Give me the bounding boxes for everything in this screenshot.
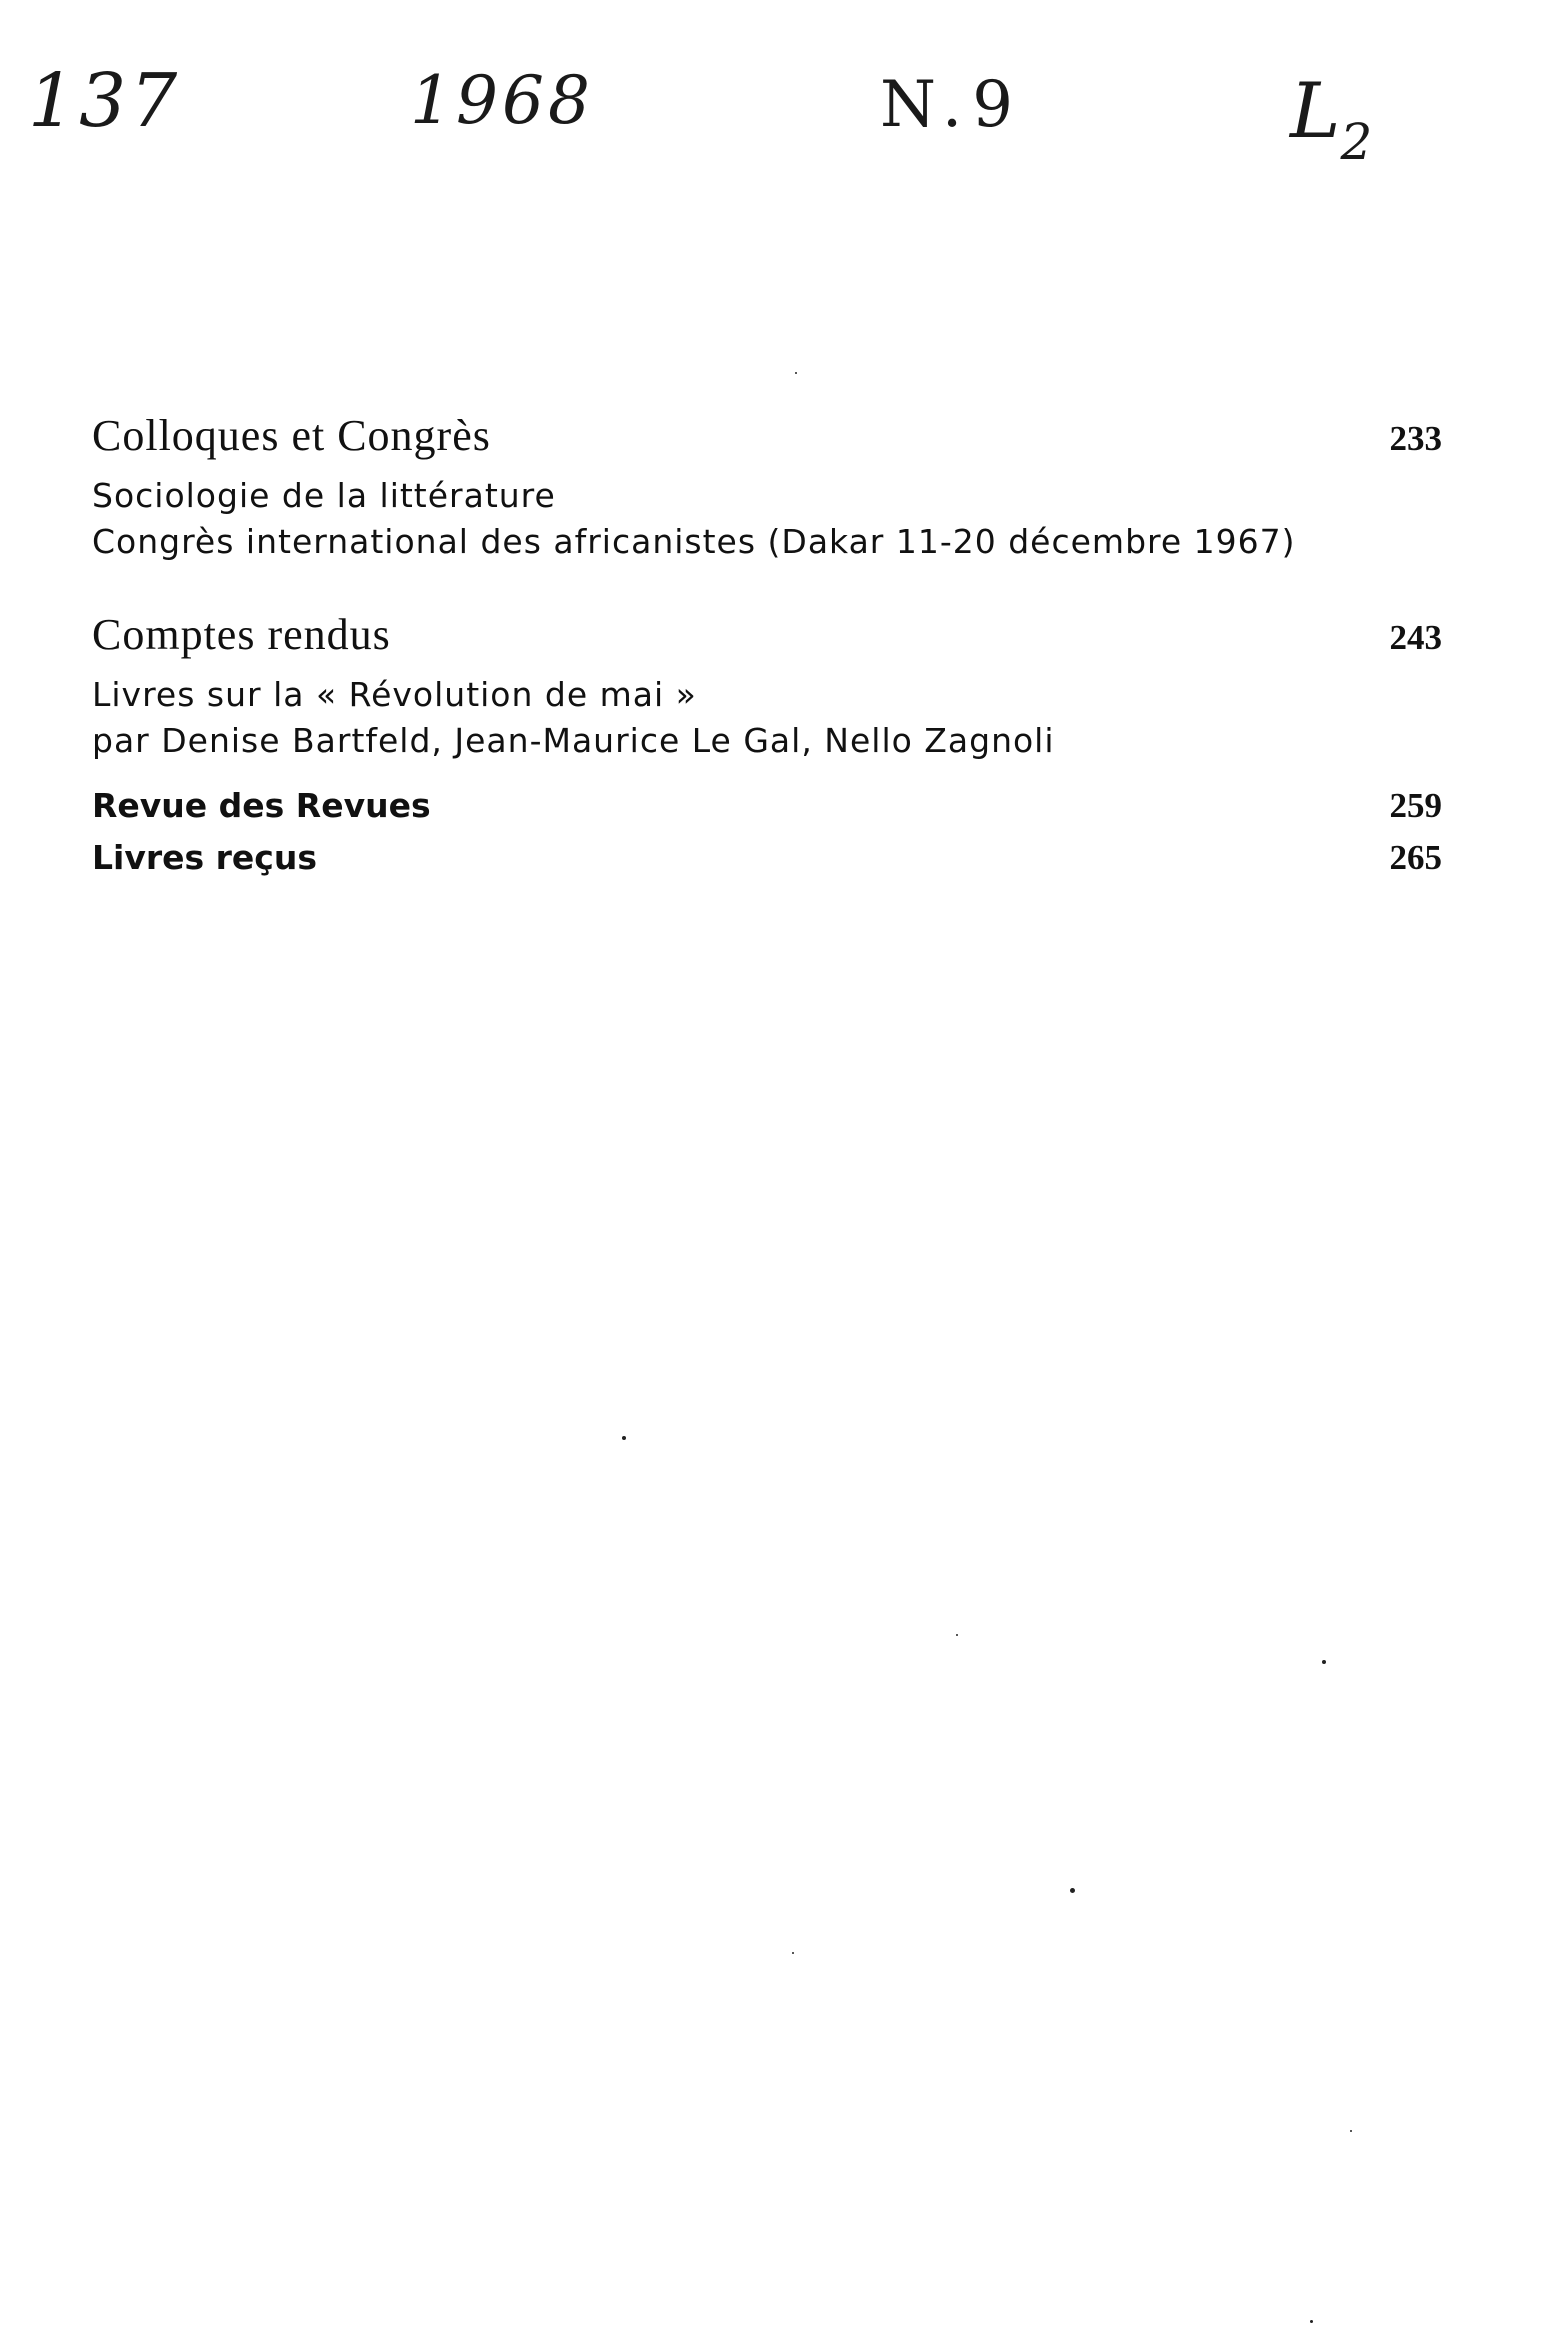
scan-speck	[1350, 2130, 1352, 2132]
scan-speck	[1310, 2320, 1313, 2323]
handwritten-issue: N.9	[880, 68, 1023, 142]
description-line: par Denise Bartfeld, Jean-Maurice Le Gal, Nello Zagnoli	[92, 721, 1055, 760]
scan-speck	[622, 1436, 626, 1440]
entry-page-number: 265	[1389, 838, 1442, 877]
description-line: Congrès international des africanistes (Dakar 11-20 décembre 1967)	[92, 522, 1296, 561]
section-description	[92, 672, 1442, 764]
section-page-number: 243	[1389, 618, 1442, 657]
description-line: Sociologie de la littérature	[92, 476, 556, 515]
toc-section-colloques	[92, 410, 1442, 461]
scan-speck	[1322, 1660, 1326, 1664]
scan-speck	[792, 1952, 794, 1954]
entry-page-number: 259	[1389, 786, 1442, 825]
description-line: Livres sur la « Révolution de mai »	[92, 675, 697, 714]
handwritten-number: 137	[28, 58, 182, 144]
scan-speck	[956, 1634, 958, 1636]
section-title: Colloques et Congrès	[92, 411, 491, 460]
handwritten-year: 1968	[410, 62, 594, 139]
scan-speck	[795, 372, 797, 374]
toc-section-comptes-rendus	[92, 609, 1442, 660]
section-title: Comptes rendus	[92, 610, 391, 659]
handwritten-mark-main: L	[1290, 66, 1341, 155]
handwritten-mark-sub: 2	[1340, 113, 1373, 171]
scan-speck	[1070, 1888, 1075, 1893]
section-description	[92, 473, 1442, 565]
handwritten-mark	[1290, 66, 1373, 171]
entry-title: Livres reçus	[92, 838, 317, 877]
toc-entry-revue-des-revues	[92, 786, 1442, 826]
section-page-number: 233	[1389, 419, 1442, 458]
entry-title: Revue des Revues	[92, 786, 431, 825]
table-of-contents	[92, 410, 1442, 878]
toc-entry-livres-recus	[92, 838, 1442, 878]
